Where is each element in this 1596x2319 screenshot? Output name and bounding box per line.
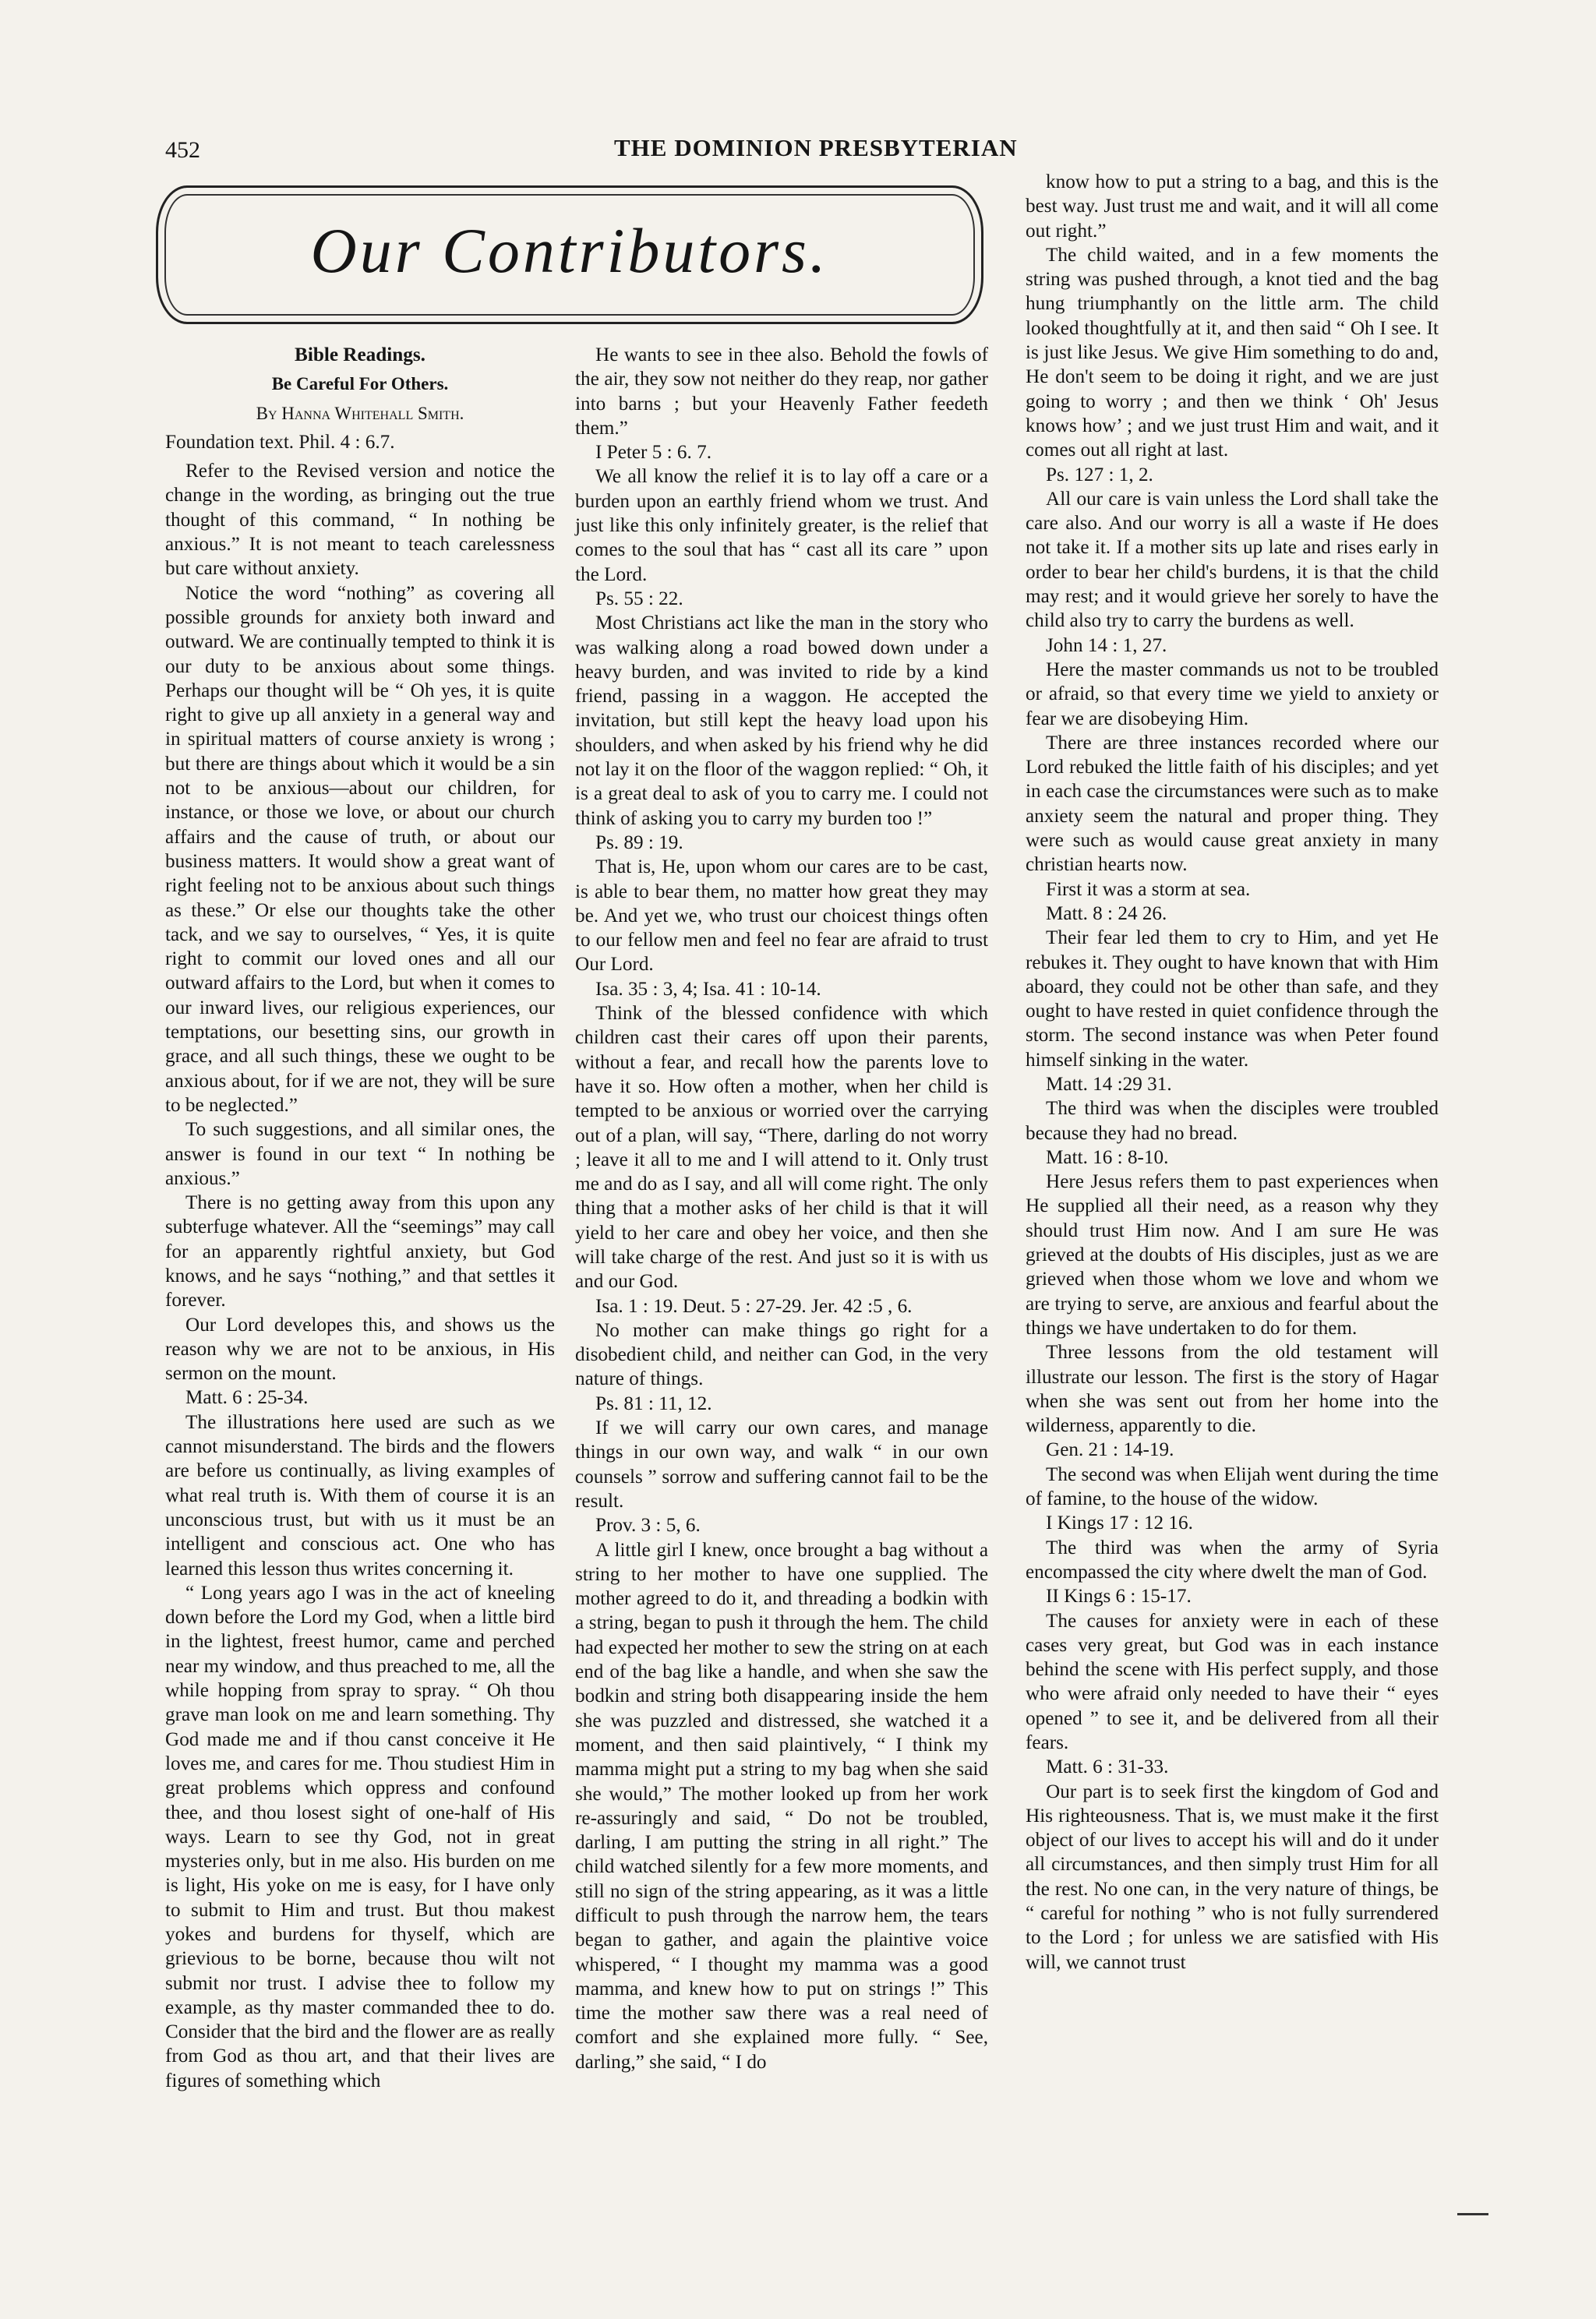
column-2-body (575, 343, 988, 2074)
paragraph: Here Jesus refers them to past experiences when He supplied all their need, as a reason why they should trust Him now. And I am sure He was grieved at the doubts of His disciples, just as we are grieved when those whom we love and whom we are trying to serve, are anxious and fearful about the things we have undertaken to do for them. (1026, 1171, 1439, 1339)
paragraph: A little girl I knew, once brought a bag without a string to her mother to have one supplied. The mother agreed to do it, and threading a bodkin with a string, began to push it through the hem. The child had expected her mother to sew the string on at each end of the bag like a handle, and when she saw the bodkin and string both disappearing inside the hem she was puzzled and distressed, she watched it a moment, and then said plaintively, “ I think my mamma might put a string to my bag when she said she would,” The mother looked up from her work re-assuringly and said, “ Do not be troubled, darling, I am putting the string in all right.” The child watched silently for a few more moments, and still no sign of the string appearing, as it was a little difficult to push through the narrow hem, the tears began to gather, and again the plaintive voice whispered, “ I thought my mamma was a good mamma, and knew how to put on strings !” This time the mother saw there was a real need of comfort and she explained more fully. “ See, darling,” she said, “ I do (575, 1539, 988, 2073)
paragraph: John 14 : 1, 27. (1046, 634, 1167, 656)
paragraph: Prov. 3 : 5, 6. (595, 1515, 701, 1537)
article-subheading: Be Careful For Others. (271, 374, 449, 394)
paragraph: Three lessons from the old testament will illustrate our lesson. The first is the story of Hagar when she was sent out from her home into the wilderness, apparently to die. (1026, 1342, 1439, 1437)
paragraph: First it was a storm at sea. (1046, 878, 1251, 900)
column-1 (165, 343, 555, 2093)
paragraph: Think of the blessed confidence with which children cast their cares off upon their parents, without a fear, and recall how the parents love to have it so. How often a mother, when her child is tempted to be anxious or worried over the carrying out of a plan, will say, “There, darling do not worry ; leave it all to me and I will attend to it. Only trust me and do as I say, and all will come right. The only thing that a mother asks of her child is that it will yield to her care and obey her voice, and then she will take charge of the rest. And just so it is with us and our God. (575, 1003, 988, 1293)
paragraph: Refer to the Revised version and notice the change in the wording, as bringing out the true thought of this command, “ In nothing be anxious.” It is not meant to teach carelessness but care without anxiety. (165, 461, 555, 580)
paragraph: Ps. 55 : 22. (595, 588, 683, 609)
paragraph: The third was when the army of Syria encompassed the city where dwelt the man of God. (1026, 1537, 1439, 1583)
paragraph: II Kings 6 : 15-17. (1046, 1586, 1192, 1608)
paragraph: Gen. 21 : 14-19. (1046, 1439, 1174, 1461)
paragraph: know how to put a string to a bag, and this is the best way. Just trust me and wait, and it will all come out right.” (1026, 171, 1439, 242)
paragraph: He wants to see in thee also. Behold the fowls of the air, they sow not neither do they reap, nor gather into barns ; but your Heavenly Father feedeth them.” (575, 344, 988, 439)
paragraph: Here the master commands us not to be troubled or afraid, so that every time we yield to anxiety or fear we are disobeying Him. (1026, 658, 1439, 729)
paragraph: Notice the word “nothing” as covering all possible grounds for anxiety both inward and outward. We are continually tempted to think it is our duty to be anxious about some things. Perhaps our thought will be “ Oh yes, it is quite right to give up all anxiety in a general way and in spiritual matters of course anxiety is wrong ; but there are things about which it would be a sin not to be anxious—about our children, for instance, or those we love, or about our church affairs and the cause of truth, or about our business matters. It would show a great want of right feeling not to be anxious about such things as these.” Or else our thoughts take the other tack, and we say to ourselves, “ Yes, it is quite right to commit our loved ones and all our outward affairs to the Lord, but when it comes to our inward lives, our religious experiences, our temptations, our besetting sins, our growth in grace, and all such things, these we ought to be anxious about, for if we are not, they will be sure to be neglected.” (165, 582, 555, 1116)
paragraph: There are three instances recorded where our Lord rebuked the little faith of his disciples; and yet in each case the circumstances were such as to make anxiety seem the natural and proper thing. They were such as would cause great anxiety in many christian hearts now. (1026, 732, 1439, 876)
paragraph: “ Long years ago I was in the act of kneeling down before the Lord my God, when a little bird in the lightest, freest humor, came and perched near my window, and thus preached to me, all the while hopping from spray to spray. “ Oh thou grave man look on me and learn something. Thy God made me and if thou canst conceive it He loves me, and cares for me. Thou studiest Him in great problems which oppress and confound thee, and thou losest sight of one-half of His ways. Learn to see thy God, not in great mysteries only, but in me also. His burden on me is light, His yoke on me is easy, for I have only to submit to Him and trust. But thou makest yokes and burdens for thyself, which are grievious to be borne, because thou wilt not submit nor trust. I advise thee to follow my example, as thy master commanded thee to do. Consider that the bird and the flower are as really from God as thou art, and that their lives are figures of something which (165, 1582, 555, 2091)
paragraph: Isa. 35 : 3, 4; Isa. 41 : 10-14. (595, 978, 821, 1000)
page-number: 452 (165, 137, 200, 163)
paragraph: Matt. 14 :29 31. (1046, 1073, 1172, 1095)
paragraph: All our care is vain unless the Lord shall take the care also. And our worry is all a waste if He does not take it. If a mother sits up late and rises early in order to bear her child's burdens, it is that the child may rest; and it would grieve her sorely to have the child also try to carry the burdens as well. (1026, 488, 1439, 632)
paragraph: No mother can make things go right for a disobedient child, and neither can God, in the very nature of things. (575, 1319, 988, 1390)
paragraph: The second was when Elijah went during the time of famine, to the house of the widow. (1026, 1463, 1439, 1510)
column-3-body (1026, 170, 1439, 1975)
paragraph: Matt. 6 : 25-34. (185, 1387, 309, 1409)
banner-title: Our Contributors. (310, 215, 829, 286)
paragraph: I Kings 17 : 12 16. (1046, 1512, 1193, 1534)
paragraph: Our part is to seek first the kingdom of God and His righteousness. That is, we must make it the first object of our lives to accept his will and do it under all circumstances, and then simply trust Him for all the rest. No one can, in the very nature of things, be “ careful for nothing ” who is not fully surrendered to the Lord ; for unless we are satisfied with His will, we cannot trust (1026, 1781, 1439, 1973)
paragraph: The causes for anxiety were in each of these cases very great, but God was in each instance behind the scene with His perfect supply, and those who were afraid only needed to have their “ eyes opened ” to see it, and be delivered from all their fears. (1026, 1610, 1439, 1753)
paragraph: The third was when the disciples were troubled because they had no bread. (1026, 1098, 1439, 1144)
paragraph: Matt. 8 : 24 26. (1046, 902, 1167, 924)
paragraph: There is no getting away from this upon any subterfuge whatever. All the “seemings” may call for an apparently rightful anxiety, but God knows, and he says “nothing,” and that settles it forever. (165, 1192, 555, 1311)
paragraph: Ps. 127 : 1, 2. (1046, 464, 1153, 485)
article-heading: Bible Readings. (295, 344, 425, 365)
column-2 (575, 343, 988, 2074)
paragraph: I Peter 5 : 6. 7. (595, 442, 711, 464)
paragraph: Ps. 81 : 11, 12. (595, 1392, 712, 1414)
article-byline: By Hanna Whitehall Smith. (256, 403, 464, 423)
paragraph: That is, He, upon whom our cares are to be cast, is able to bear them, no matter how great they may be. And yet we, who trust our choicest things often to our fellow men and feel no fear are afraid to trust Our Lord. (575, 856, 988, 976)
column-3 (1026, 170, 1439, 1975)
section-banner (156, 185, 983, 324)
paragraph: Matt. 16 : 8-10. (1046, 1146, 1169, 1168)
paragraph: The child waited, and in a few moments the string was pushed through, a knot tied and the bag hung triumphantly on the little arm. The child looked thoughtfully at it, and then said “ Oh I see. It is just like Jesus. We give Him something to do and, He don't seem to be doing it right, and we are just going to worry ; and then we think ‘ Oh' Jesus knows how’ ; and we just trust Him and wait, and it comes out all right at last. (1026, 244, 1439, 461)
paragraph: Our Lord developes this, and shows us the reason why we are not to be anxious, in His sermon on the mount. (165, 1314, 555, 1385)
paragraph: Matt. 6 : 31-33. (1046, 1756, 1169, 1778)
paragraph: We all know the relief it is to lay off a care or a burden upon an earthly friend whom we trust. And just like this only infinitely greater, is the relief that comes to the soul that has “ cast all its care ” upon the Lord. (575, 466, 988, 585)
paragraph: Most Christians act like the man in the story who was walking along a road bowed down under a heavy burden, and was invited to ride by a kind friend, passing in a waggon. He accepted the invitation, but still kept the heavy load upon his shoulders, and when asked by his friend why he did not lay it on the floor of the waggon replied: “ Oh, it is a great deal to ask of you to carry me. I could not think of asking you to carry my burden too !” (575, 612, 988, 829)
paragraph: Their fear led them to cry to Him, and yet He rebukes it. They ought to have known that with Him aboard, they could not be other than safe, and they ought to have rested in quiet confidence through the storm. The second instance was when Peter found himself sinking in the water. (1026, 927, 1439, 1071)
paragraph: Ps. 89 : 19. (595, 831, 683, 853)
paragraph: To such suggestions, and all similar ones, the answer is found in our text “ In nothing be anxious.” (165, 1119, 555, 1189)
foundation-text: Foundation text. Phil. 4 : 6.7. (165, 431, 395, 453)
column-1-body (165, 459, 555, 2093)
bottom-rule (1457, 2213, 1488, 2215)
running-head: THE DOMINION PRESBYTERIAN (614, 134, 1018, 161)
paragraph: If we will carry our own cares, and manage things in our own way, and walk “ in our own counsels ” sorrow and suffering cannot fail to be the result. (575, 1417, 988, 1512)
paragraph: Isa. 1 : 19. Deut. 5 : 27-29. Jer. 42 :5 , 6. (595, 1295, 913, 1317)
paragraph: The illustrations here used are such as we cannot misunderstand. The birds and the flowers are before us continually, as living examples of what real truth is. With them of course it is an unconscious trust, but with us it must be an intelligent and conscious act. One who has learned this lesson thus writes concerning it. (165, 1411, 555, 1580)
